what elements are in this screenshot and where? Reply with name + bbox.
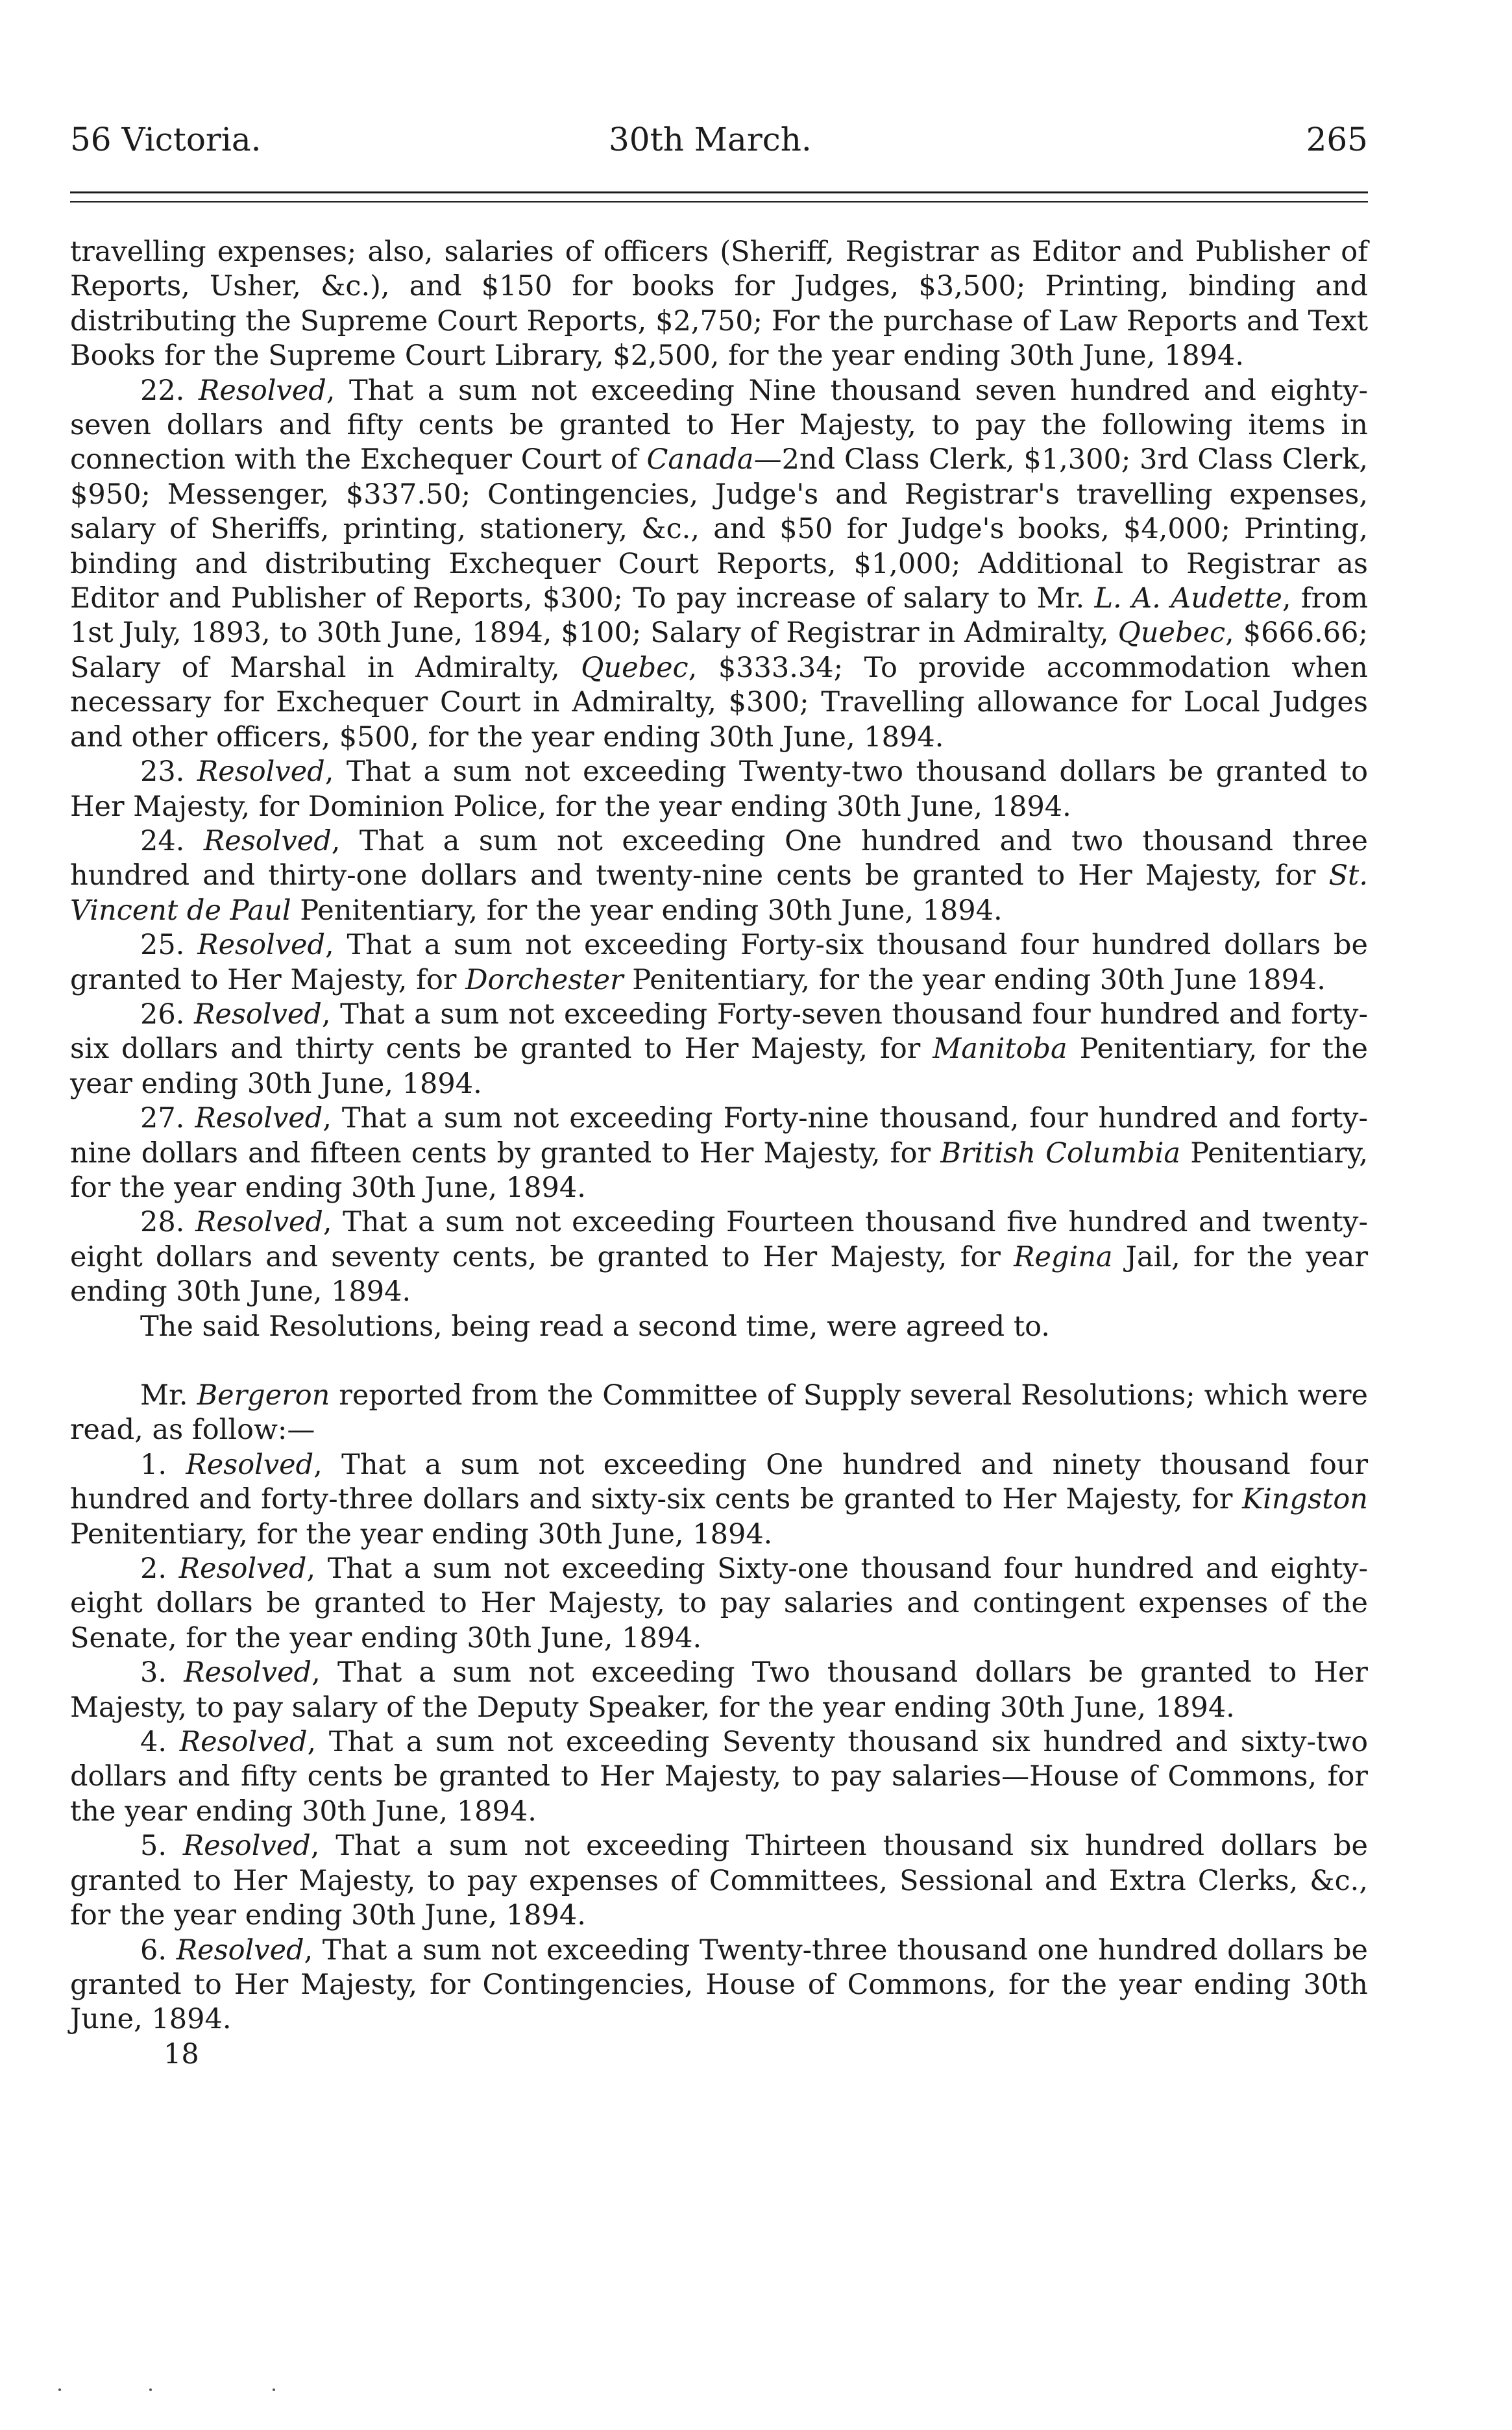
scan-dot xyxy=(149,2388,152,2391)
resolution-26: 26. Resolved, That a sum not exceeding Forty-seven thousand four hundred and forty-six dollars and thirty cents be granted to Her Majesty, for Manitoba Penitentiary, for the year ending 30th June, 1894. xyxy=(70,998,1369,1100)
resolution-25: 25. Resolved, That a sum not exceeding Forty-six thousand four hundred dollars be granted to Her Majesty, for Dorchester Penitentiary, for the year ending 30th June 1894. xyxy=(70,929,1368,996)
header-date: 30th March. xyxy=(609,121,812,158)
scan-dot xyxy=(58,2388,61,2391)
journal-body xyxy=(70,235,1368,2072)
resolution-5: 5. Resolved, That a sum not exceeding Thirteen thousand six hundred dollars be granted to Her Majesty, to pay expenses of Committees, Sessional and Extra Clerks, &c., for the year ending 30th June, 1894. xyxy=(70,1830,1368,1932)
resolution-27: 27. Resolved, That a sum not exceeding Forty-nine thousand, four hundred and forty-nine dollars and fifteen cents by granted to Her Majesty, for British Columbia Penitentiary, for the year ending 30th June, 1894. xyxy=(70,1102,1369,1204)
header-rule-top xyxy=(70,191,1368,193)
continued-paragraph: travelling expenses; also, salaries of officers (Sheriff, Registrar as Editor and Publisher of Reports, Usher, &c.), and $150 for books for Judges, $3,500; Printing, binding and distributing the Supreme Court Reports, $2,750; For the purchase of Law Reports and Text Books for the Supreme Court Library, $2,500, for the year ending 30th June, 1894. xyxy=(70,236,1368,373)
resolution-1: 1. Resolved, That a sum not exceeding One hundred and ninety thousand four hundred and forty-three dollars and sixty-six cents be granted to Her Majesty, for Kingston Penitentiary, for the year ending 30th June, 1894. xyxy=(70,1448,1368,1551)
committee-report: Mr. Bergeron reported from the Committee of Supply several Resolutions; which were read, as follow:— xyxy=(70,1379,1368,1447)
agreed-statement: The said Resolutions, being read a second time, were agreed to. xyxy=(140,1310,1050,1343)
running-header xyxy=(70,117,1368,162)
resolution-4: 4. Resolved, That a sum not exceeding Seventy thousand six hundred and sixty-two dollars and fifty cents be granted to Her Majesty, to pay salaries—House of Commons, for the year ending 30th June, 1894. xyxy=(70,1726,1368,1828)
scan-marks xyxy=(58,2383,318,2396)
resolution-28: 28. Resolved, That a sum not exceeding Fourteen thousand five hundred and twenty-eight dollars and seventy cents, be granted to Her Majesty, for Regina Jail, for the year ending 30th June, 1894. xyxy=(70,1206,1368,1308)
page-number: 265 xyxy=(1306,121,1368,158)
scan-dot xyxy=(273,2388,275,2391)
resolution-3: 3. Resolved, That a sum not exceeding Two thousand dollars be granted to Her Majesty, to pay salary of the Deputy Speaker, for the year ending 30th June, 1894. xyxy=(70,1656,1368,1724)
signature-mark: 18 xyxy=(164,2037,199,2070)
resolution-22: 22. Resolved, That a sum not exceeding Nine thousand seven hundred and eighty-seven dollars and fifty cents be granted to Her Majesty, to pay the following items in connection with the Exchequer Court of Canada—2nd Class Clerk, $1,300; 3rd Class Clerk, $950; Messenger, $337.50; Contingencies, Judge's and Registrar's travelling expenses, salary of Sheriffs, printing, stationery, &c., and $50 for Judge's books, $4,000; Printing, binding and distributing Exchequer Court Reports, $1,000; Additional to Registrar as Editor and Publisher of Reports, $300; To pay increase of salary to Mr. L. A. Audette, from 1st July, 1893, to 30th June, 1894, $100; Salary of Registrar in Admiralty, Quebec, $666.66; Salary of Marshal in Admiralty, Quebec, $333.34; To provide accommodation when necessary for Exchequer Court in Admiralty, $300; Travelling allowance for Local Judges and other officers, $500, for the year ending 30th June, 1894. xyxy=(70,374,1369,754)
header-session: 56 Victoria. xyxy=(70,121,262,158)
resolution-23: 23. Resolved, That a sum not exceeding Twenty-two thousand dollars be granted to Her Majesty, for Dominion Police, for the year ending 30th June, 1894. xyxy=(70,755,1368,823)
resolution-24: 24. Resolved, That a sum not exceeding One hundred and two thousand three hundred and thirty-one dollars and twenty-nine cents be granted to Her Majesty, for St. Vincent de Paul Penitentiary, for the year ending 30th June, 1894. xyxy=(70,824,1368,927)
resolution-2: 2. Resolved, That a sum not exceeding Sixty-one thousand four hundred and eighty-eight dollars be granted to Her Majesty, to pay salaries and contingent expenses of the Senate, for the year ending 30th June, 1894. xyxy=(70,1552,1368,1654)
header-rule-bottom xyxy=(70,201,1368,202)
resolution-6: 6. Resolved, That a sum not exceeding Twenty-three thousand one hundred dollars be granted to Her Majesty, for Contingencies, House of Commons, for the year ending 30th June, 1894. xyxy=(70,1933,1368,2036)
